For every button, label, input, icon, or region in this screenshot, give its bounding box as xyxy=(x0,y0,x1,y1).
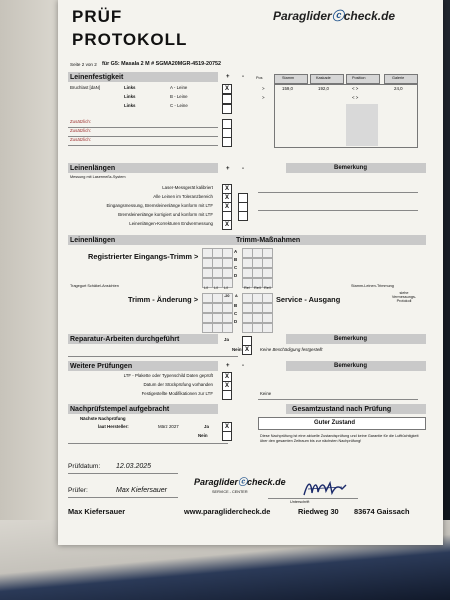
zusatz-line-2 xyxy=(68,136,218,137)
trimm-grid-aenderung-right xyxy=(242,293,272,333)
registrierter-trimm: Registrierter Eingangs-Trimm > xyxy=(88,252,199,261)
checkbox-links-b[interactable] xyxy=(222,94,232,104)
bemerkung-line-1 xyxy=(258,192,418,193)
trimm-letter-a: A xyxy=(234,249,238,254)
gesamt-disclaimer: Diese Nachprüfung ist eine aktuelle Zustandsprüfung und keine Garantie für die Lufttüchtigkeit über den gesamten Zeitraum bis zur nächsten Nachprüfung! xyxy=(260,434,419,444)
gesamt-value: Guter Zustand xyxy=(314,420,356,426)
signature-icon xyxy=(302,477,348,499)
bemerkung-label-3: Bemerkung xyxy=(334,363,368,369)
position-value-2: < > xyxy=(352,95,359,100)
pruefer-value: Max Kiefersauer xyxy=(116,487,167,494)
row-arrow-1: > xyxy=(262,86,265,91)
zusatz-line-1 xyxy=(68,127,218,128)
col-position: Position xyxy=(352,76,366,80)
pruefdatum-label: Prüfdatum: xyxy=(68,463,101,470)
bruchlast-label: Bruchlast [daN] xyxy=(70,85,101,90)
row-leine-3: C - Leine xyxy=(170,103,188,108)
logo-text-right: check.de xyxy=(343,9,396,23)
subtitle-lasermess: Messung mit Lasermeßs-System xyxy=(70,175,126,179)
trimm-val-1: -20 xyxy=(224,294,230,298)
row-leine-1: A - Leine xyxy=(170,85,188,90)
col-head-3: L/l xyxy=(224,286,229,290)
title-line2: PROTOKOLL xyxy=(72,30,188,49)
siehe-protokoll: siehe Vermessungs-Protokoll xyxy=(391,291,417,303)
laut-hersteller: laut Hersteller: xyxy=(98,424,129,429)
checkbox-links-a[interactable]: X xyxy=(222,84,232,94)
trimm-letter-c: C xyxy=(234,265,238,270)
check-item-4: Bremsleinenlänge korrigiert und konform mit LTF xyxy=(118,212,213,217)
logo-c-icon: ⓒ xyxy=(331,9,344,23)
bemerkung-line-2 xyxy=(258,210,418,211)
trimm-letter-d: D xyxy=(234,273,238,278)
reparatur-nein: Nein xyxy=(232,347,242,352)
logo xyxy=(273,10,395,22)
weitere-keine: Keine xyxy=(260,391,272,396)
title-line1: PRÜF xyxy=(72,7,123,26)
stamp-logo xyxy=(194,478,286,487)
section-title-leinenlaengen-2: Leinenlängen xyxy=(70,237,116,244)
pruefdatum-line xyxy=(68,473,178,474)
kaskade-value: 192,0 xyxy=(318,86,329,91)
weitere-item-1: LTF - Plakette oder Typenschild Daten geprüft xyxy=(123,373,213,378)
pruefer-label: Prüfer: xyxy=(68,487,88,494)
weitere-minus: - xyxy=(242,363,244,369)
col-plus: + xyxy=(226,74,230,80)
row-arrow-2: > xyxy=(262,95,265,100)
checkbox-toleranz[interactable]: X xyxy=(222,193,232,203)
pruefdatum-value: 12.03.2025 xyxy=(116,463,152,470)
trimm-val-2: A xyxy=(235,294,238,298)
checkbox-nachpruef-ja[interactable]: X xyxy=(222,422,232,432)
service-ausgang: Service - Ausgang xyxy=(276,295,341,304)
nachpruef-ja: Ja xyxy=(204,424,209,429)
col-head-6: Re/l xyxy=(264,286,271,290)
section-title-gesamt: Gesamtzustand nach Prüfung xyxy=(292,406,392,413)
service-center: SERVICE - CENTER xyxy=(212,490,248,494)
nachpruef-nein: Nein xyxy=(198,433,208,438)
trimm-grid-eingang-right xyxy=(242,248,272,288)
shaded-column xyxy=(346,104,378,146)
weitere-item-3: Festigestellte Modifikationen zur LTF xyxy=(141,391,213,396)
trimm-massnahmen-title: Trimm-Maßnahmen xyxy=(236,237,301,244)
checkbox-ltf-plakette[interactable]: X xyxy=(222,372,232,382)
trimm-aenderung: Trimm - Änderung > xyxy=(128,295,199,304)
col-head-2: L/l xyxy=(214,286,219,290)
zusatz-3: Zusätzlich: xyxy=(70,137,91,142)
footer-city: 83674 Gaissach xyxy=(354,507,410,516)
checkbox-zusatz-3[interactable] xyxy=(222,137,232,147)
section-title-weitere: Weitere Prüfungen xyxy=(70,363,133,370)
checkbox-nachpruef-nein[interactable] xyxy=(222,431,232,441)
trimm-grid-aenderung xyxy=(202,293,232,333)
stamm-value: 159,0 xyxy=(282,86,293,91)
reparatur-line xyxy=(68,356,238,357)
checkbox-eingang[interactable]: X xyxy=(222,202,232,212)
col-head-5: Re/l xyxy=(254,286,261,290)
check-item-3: Eingangsmessung, Bremsleinenlänge konform mit LTF xyxy=(106,203,213,208)
reparatur-note: Keine Beschädigung festgestellt xyxy=(260,347,323,352)
reparatur-ja: Ja xyxy=(224,337,229,342)
check-item-5: Leinenlängen-Korrekturen Endvermessung xyxy=(129,221,213,226)
row-leine-2: B - Leine xyxy=(170,94,188,99)
col-galerie: Galerie xyxy=(392,76,405,80)
section-title-reparatur: Reparatur-Arbeiten durchgeführt xyxy=(70,336,180,343)
stamm-trimmung-label: Stamm-Leinen-Trimmung xyxy=(351,284,394,288)
galerie-value: 24,0 xyxy=(394,86,403,91)
checkbox-reparatur-nein[interactable]: X xyxy=(242,345,252,355)
footer-name: Max Kiefersauer xyxy=(68,507,126,516)
glider-id: für G5: Masala 2 M # SGMA20MGR-4519-20752 xyxy=(102,61,221,67)
footer-web: www.paraglidercheck.de xyxy=(184,507,271,516)
check-item-1: Laser-Messgerät kalibriert xyxy=(162,185,213,190)
stamp-c-icon: ⓒ xyxy=(238,477,248,487)
checkbox-stueckpruefung[interactable]: X xyxy=(222,381,232,391)
trimm-letter-b-2: B xyxy=(234,303,238,308)
trimm-grid-eingang xyxy=(202,248,232,288)
zusatz-1: Zusätzlich: xyxy=(70,119,91,124)
row-name-1: Links xyxy=(124,85,136,90)
weitere-line xyxy=(258,399,418,400)
bemerkung-label-2: Bemerkung xyxy=(334,336,368,342)
zusatz-line-3 xyxy=(68,145,218,146)
weitere-plus: + xyxy=(226,363,230,369)
naechste-datum: März 2027 xyxy=(158,424,179,429)
stamp-text-right: check.de xyxy=(247,477,286,487)
checkbox-minus-3[interactable] xyxy=(238,211,248,221)
plus-header-2: + xyxy=(226,166,230,172)
footer-street: Riedweg 30 xyxy=(298,507,339,516)
trimm-letter-d-2: D xyxy=(234,319,238,324)
row-name-2: Links xyxy=(124,94,136,99)
zusatz-2: Zusätzlich: xyxy=(70,128,91,133)
pruefer-line xyxy=(68,497,178,498)
col-minus: - xyxy=(242,74,244,80)
unterschrift-line xyxy=(268,498,358,499)
protocol-sheet xyxy=(58,0,443,545)
check-item-2: Alle Leinen im Toleranzbereich xyxy=(153,194,213,199)
logo-text-left: Paraglider xyxy=(273,9,332,23)
checkbox-modifikationen[interactable] xyxy=(222,390,232,400)
col-head-1: L/l xyxy=(204,286,209,290)
position-value: < > xyxy=(352,86,359,91)
nachpruef-line xyxy=(68,443,228,444)
minus-header-2: - xyxy=(242,166,244,172)
col-head-4: Re/ xyxy=(244,286,250,290)
tragegurt-label: Tragegurt Schäkel-Ansichten xyxy=(70,284,119,288)
trimm-letter-b: B xyxy=(234,257,238,262)
section-title-leinenfestigkeit: Leinenfestigkeit xyxy=(70,74,124,81)
unterschrift-label: Unterschrift xyxy=(290,500,310,504)
col-kaskade: Kaskade xyxy=(316,76,331,80)
stamp-text-left: Paraglider xyxy=(194,477,239,487)
section-title-nachpruef: Nachprüfstempel aufgebracht xyxy=(70,406,170,413)
weitere-item-2: Datum der Stückprüfung vorhanden xyxy=(143,382,213,387)
col-pos: Pos xyxy=(256,76,263,80)
col-stamm: Stamm xyxy=(282,76,295,80)
row-name-3: Links xyxy=(124,103,136,108)
checkbox-links-c[interactable] xyxy=(222,104,232,114)
checkbox-laser[interactable]: X xyxy=(222,184,232,194)
naechste-nachpruefung: Nächste Nachprüfung xyxy=(80,416,126,421)
section-title-leinenlaengen: Leinenlängen xyxy=(70,165,116,172)
trimm-letter-c-2: C xyxy=(234,311,238,316)
bemerkung-label-1: Bemerkung xyxy=(334,165,368,171)
page-number: Seite 2 von 2 xyxy=(70,62,97,67)
checkbox-endvermessung[interactable]: X xyxy=(222,220,232,230)
